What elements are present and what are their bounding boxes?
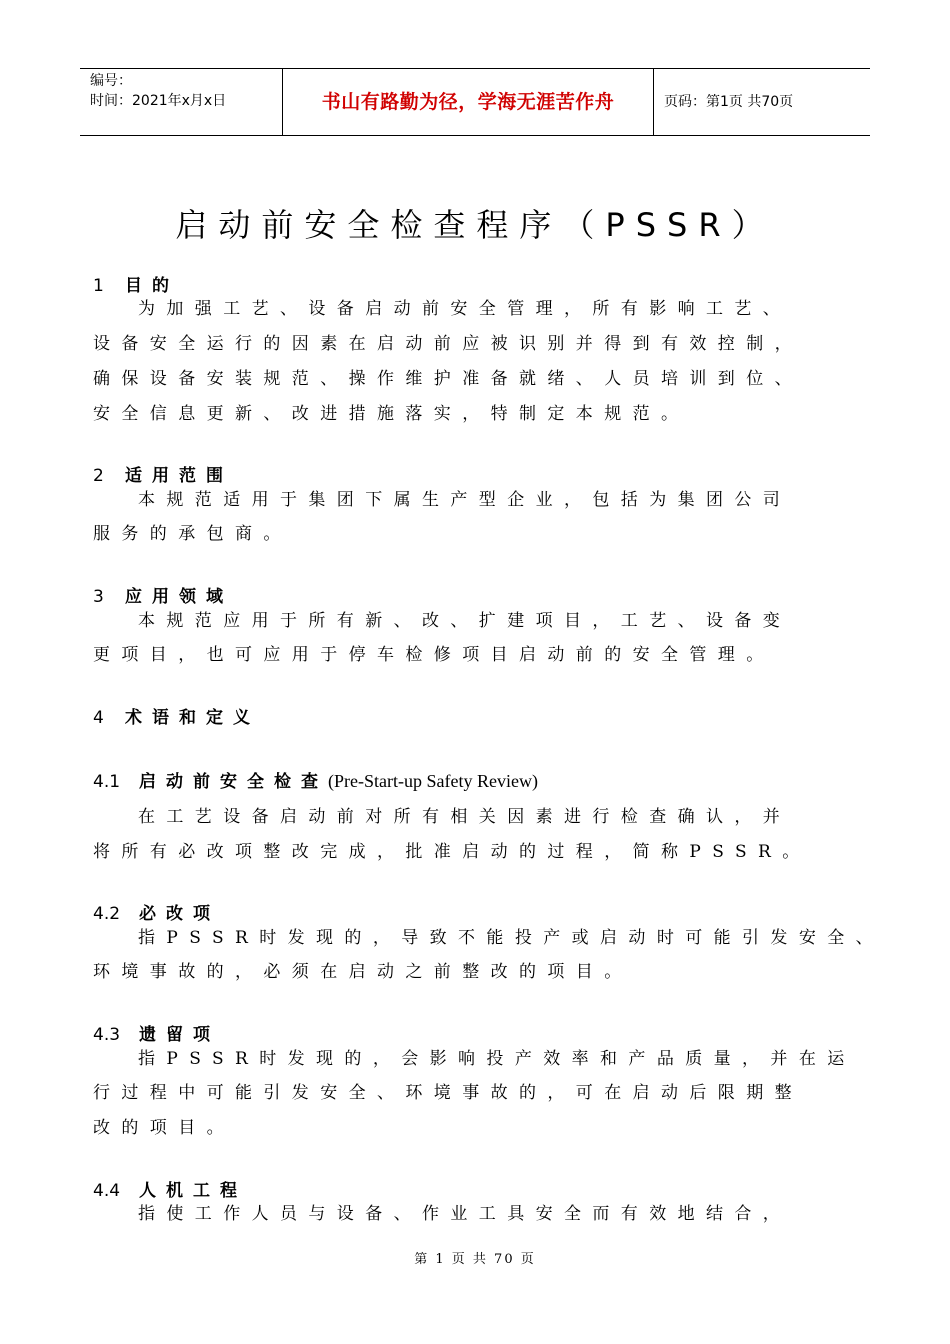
section-number: 4.4	[93, 1181, 121, 1201]
paragraph-line: 为加强工艺、设备启动前安全管理，所有影响工艺、	[138, 299, 792, 319]
section-number: 3	[93, 587, 104, 607]
section-number: 4.3	[93, 1025, 121, 1045]
paragraph-line: 在工艺设备启动前对所有相关因素进行检查确认，并	[138, 807, 792, 827]
paragraph-line: 将所有必改项整改完成，批准启动的过程，简称PSSR。	[93, 842, 811, 862]
section-number: 4.1	[93, 772, 121, 792]
section-title: 适用范围	[125, 466, 233, 486]
section-heading-2	[93, 465, 233, 487]
header-motto: 书山有路勤为径，学海无涯苦作舟	[282, 69, 654, 135]
document-title: 启动前安全检查程序（PSSR）	[175, 206, 775, 244]
paragraph-line: 指使工作人员与设备、作业工具安全而有效地结合，	[138, 1204, 792, 1224]
section-number: 4.2	[93, 904, 121, 924]
section-number: 4	[93, 708, 104, 728]
section-heading-4-3	[93, 1024, 220, 1046]
paragraph-line: 本规范适用于集团下属生产型企业，包括为集团公司	[138, 490, 792, 510]
section-title: 遗留项	[139, 1025, 220, 1045]
section-title: 启动前安全检查	[139, 772, 328, 792]
document-date: 时间：2021年x月x日	[90, 93, 227, 109]
paragraph-line: 确保设备安装规范、操作维护准备就绪、人员培训到位、	[93, 369, 803, 389]
paragraph-line: 环境事故的，必须在启动之前整改的项目。	[93, 962, 633, 982]
section-title: 应用领域	[125, 587, 233, 607]
section-heading-3	[93, 586, 233, 608]
header-page-info: 页码：第1页 共70页	[664, 94, 794, 110]
section-number: 2	[93, 466, 104, 486]
section-heading-4-2	[93, 903, 220, 925]
section-heading-4-4	[93, 1180, 247, 1202]
paragraph-line: 安全信息更新、改进措施落实，特制定本规范。	[93, 404, 690, 424]
section-title: 人机工程	[139, 1181, 247, 1201]
paragraph-line: 本规范应用于所有新、改、扩建项目，工艺、设备变	[138, 611, 792, 631]
section-heading-1	[93, 275, 179, 297]
section-title: 必改项	[139, 904, 220, 924]
paragraph-line: 更项目，也可应用于停车检修项目启动前的安全管理。	[93, 645, 775, 665]
section-title-english: (Pre-Start-up Safety Review)	[328, 771, 538, 791]
section-title: 术语和定义	[125, 708, 260, 728]
paragraph-line: 设备安全运行的因素在启动前应被识别并得到有效控制，	[93, 334, 803, 354]
section-heading-4-1	[93, 770, 538, 793]
section-number: 1	[93, 276, 104, 296]
paragraph-line: 指PSSR时发现的，会影响投产效率和产品质量，并在运	[138, 1049, 856, 1069]
paragraph-line: 指PSSR时发现的，导致不能投产或启动时可能引发安全、	[138, 928, 885, 948]
document-number-label: 编号：	[90, 73, 132, 89]
page-header	[80, 68, 870, 136]
paragraph-line: 行过程中可能引发安全、环境事故的，可在启动后限期整	[93, 1083, 803, 1103]
section-title: 目的	[125, 276, 179, 296]
section-heading-4	[93, 707, 260, 729]
header-meta-cell	[80, 69, 282, 135]
paragraph-line: 服务的承包商。	[93, 524, 292, 544]
page-footer: 第 1 页 共 70 页	[414, 1252, 536, 1267]
paragraph-line: 改的项目。	[93, 1118, 235, 1138]
